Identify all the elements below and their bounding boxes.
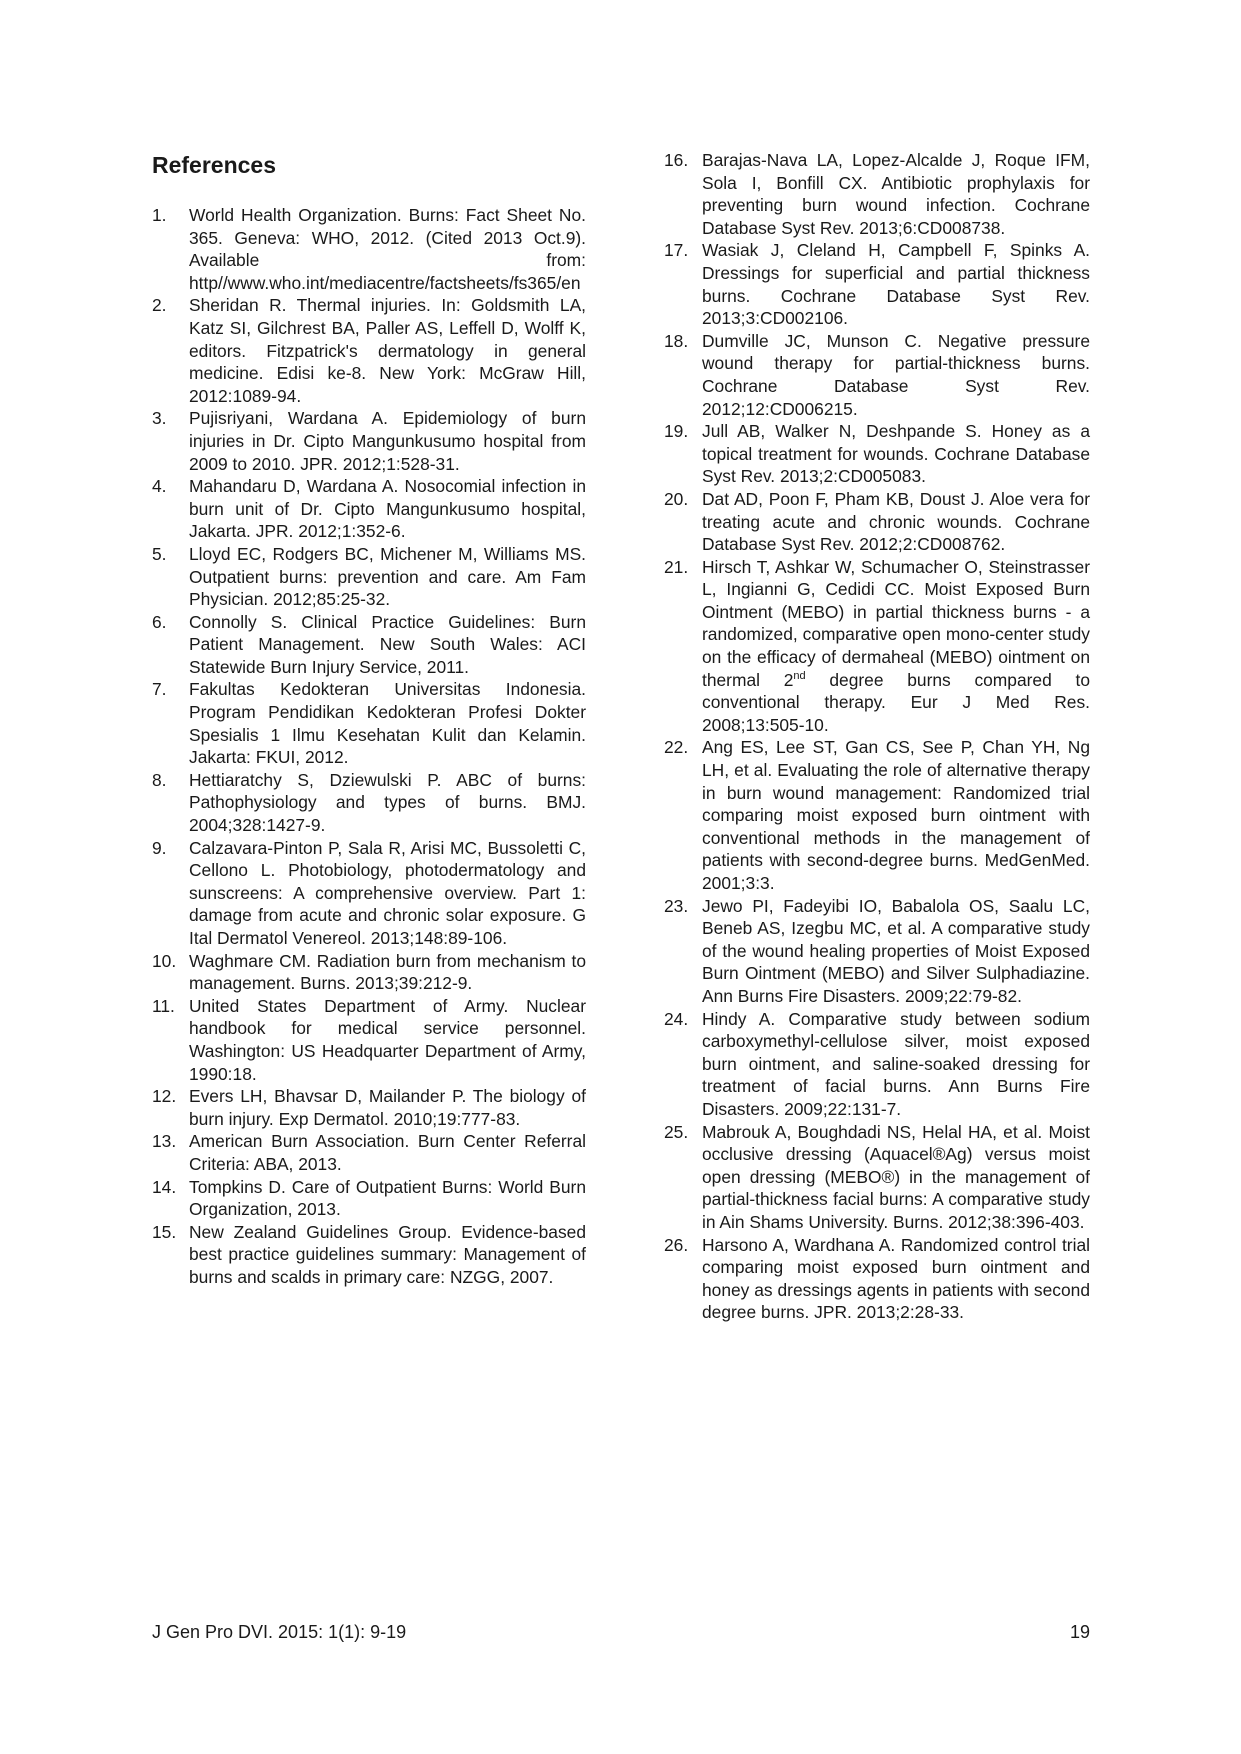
reference-text: Hettiaratchy S, Dziewulski P. ABC of burns: Pathophysiology and types of burns. BMJ. 2004;328:1427-9. — [189, 769, 586, 836]
reference-item — [152, 543, 586, 611]
reference-text: Mabrouk A, Boughdadi NS, Helal HA, et al. Moist occlusive dressing (Aquacel®Ag) versus moist open dressing (MEBO®) in the management of partial-thickness facial burns: A comparative study in Ain Shams University. Burns. 2012;38:396-403. — [702, 1121, 1090, 1232]
reference-text: Hindy A. Comparative study between sodium carboxymethyl-cellulose silver, moist exposed burn ointment, and saline-soaked dressing for treatment of facial burns. Ann Burns Fire Disasters. 2009;22:131-7. — [702, 1008, 1090, 1119]
reference-item — [664, 420, 1090, 488]
reference-item — [152, 294, 586, 407]
reference-item — [152, 1085, 586, 1130]
reference-number: 5. — [152, 543, 167, 564]
reference-text-after-sup: degree burns compared to conventional therapy. Eur J Med Res. 2008;13:505-10. — [702, 669, 1090, 735]
reference-text: Calzavara-Pinton P, Sala R, Arisi MC, Bussoletti C, Cellono L. Photobiology, photodermatology and sunscreens: A comprehensive overview. Part 1: damage from acute and chronic solar exposure. G Ital Dermatol Venereol. 2013;148:89-106. — [189, 837, 586, 948]
reference-item — [152, 678, 586, 768]
reference-text: Jewo PI, Fadeyibi IO, Babalola OS, Saalu LC, Beneb AS, Izegbu MC, et al. A comparative study of the wound healing properties of Moist Exposed Burn Ointment (MEBO) and Silver Sulphadiazine. Ann Burns Fire Disasters. 2009;22:79-82. — [702, 895, 1090, 1006]
reference-item — [152, 407, 586, 475]
reference-number: 12. — [152, 1086, 177, 1107]
reference-number: 16. — [664, 150, 689, 170]
reference-number: 15. — [152, 1221, 177, 1242]
reference-text: Sheridan R. Thermal injuries. In: Goldsmith LA, Katz SI, Gilchrest BA, Paller AS, Leffell D, Wolff K, editors. Fitzpatrick's dermatology in general medicine. Edisi ke-8. New York: McGraw Hill, 2012:1089-94. — [189, 295, 586, 406]
reference-item — [152, 1221, 586, 1289]
reference-number: 7. — [152, 679, 167, 700]
reference-number: 4. — [152, 476, 167, 497]
references-list-left — [152, 204, 586, 1289]
ordinal-superscript: nd — [793, 669, 806, 682]
reference-number: 20. — [664, 488, 689, 509]
reference-number: 13. — [152, 1131, 177, 1152]
reference-number: 26. — [664, 1234, 689, 1255]
reference-item — [152, 1130, 586, 1175]
reference-item — [664, 488, 1090, 556]
reference-item — [664, 1234, 1090, 1324]
footer-page-number: 19 — [1069, 1622, 1090, 1642]
reference-item — [152, 995, 586, 1085]
reference-item — [664, 239, 1090, 329]
reference-number: 21. — [664, 556, 689, 577]
reference-item — [152, 837, 586, 950]
reference-text: Connolly S. Clinical Practice Guidelines: Burn Patient Management. New South Wales: ACI Statewide Burn Injury Service, 2011. — [189, 611, 586, 677]
reference-item — [152, 204, 586, 294]
reference-text: United States Department of Army. Nuclear handbook for medical service personnel. Washington: US Headquarter Department of Army, 1990:18. — [189, 995, 586, 1084]
reference-number: 8. — [152, 769, 167, 790]
reference-number: 23. — [664, 895, 689, 916]
reference-number: 10. — [152, 950, 177, 971]
reference-item — [152, 611, 586, 679]
reference-text: New Zealand Guidelines Group. Evidence-based best practice guidelines summary: Management of burns and scalds in primary care: NZGG, 2007. — [189, 1221, 586, 1287]
reference-text: Dumville JC, Munson C. Negative pressure wound therapy for partial-thickness burns. Cochrane Database Syst Rev. 2012;12:CD006215. — [702, 330, 1090, 419]
reference-item — [664, 736, 1090, 894]
references-list-right — [664, 149, 1090, 1324]
reference-text: Waghmare CM. Radiation burn from mechanism to management. Burns. 2013;39:212-9. — [189, 950, 586, 994]
reference-number: 19. — [664, 421, 689, 442]
reference-text — [702, 556, 1090, 737]
reference-text: Evers LH, Bhavsar D, Mailander P. The biology of burn injury. Exp Dermatol. 2010;19:777-83. — [189, 1086, 586, 1129]
reference-text: Fakultas Kedokteran Universitas Indonesia. Program Pendidikan Kedokteran Profesi Dokter Spesialis 1 Ilmu Kesehatan Kulit dan Kelamin. Jakarta: FKUI, 2012. — [189, 679, 586, 768]
reference-item — [664, 895, 1090, 1008]
reference-item — [664, 149, 1090, 239]
footer-journal-citation: J Gen Pro DVI. 2015: 1(1): 9-19 — [152, 1622, 407, 1642]
reference-item — [664, 556, 1090, 737]
reference-number: 18. — [664, 330, 689, 351]
reference-number: 22. — [664, 737, 689, 758]
reference-number: 3. — [152, 408, 167, 429]
reference-text: Jull AB, Walker N, Deshpande S. Honey as a topical treatment for wounds. Cochrane Database Syst Rev. 2013;2:CD005083. — [702, 421, 1090, 487]
reference-number: 1. — [152, 205, 167, 225]
reference-text: Barajas-Nava LA, Lopez-Alcalde J, Roque IFM, Sola I, Bonfill CX. Antibiotic prophylaxis for preventing burn wound infection. Cochrane Database Syst Rev. 2013;6:CD008738. — [702, 150, 1090, 238]
reference-number: 24. — [664, 1008, 689, 1029]
reference-item — [152, 475, 586, 543]
reference-text: Ang ES, Lee ST, Gan CS, See P, Chan YH, Ng LH, et al. Evaluating the role of alternative therapy in burn wound management: Randomized trial comparing moist exposed burn ointment with conventional methods in the management of patients with second-degree burns. MedGenMed. 2001;3:3. — [702, 737, 1090, 893]
reference-text: American Burn Association. Burn Center Referral Criteria: ABA, 2013. — [189, 1131, 586, 1174]
reference-text: Mahandaru D, Wardana A. Nosocomial infection in burn unit of Dr. Cipto Mangunkusumo hospital, Jakarta. JPR. 2012;1:352-6. — [189, 476, 586, 542]
reference-text: Dat AD, Poon F, Pham KB, Doust J. Aloe vera for treating acute and chronic wounds. Cochrane Database Syst Rev. 2012;2:CD008762. — [702, 488, 1090, 555]
reference-text: World Health Organization. Burns: Fact Sheet No. 365. Geneva: WHO, 2012. (Cited 2013 Oct.9). Available from: http//www.who.int/mediacentre/factsheets/fs365/en — [189, 205, 586, 293]
reference-text-before-sup: Hirsch T, Ashkar W, Schumacher O, Steinstrasser L, Ingianni G, Cedidi CC. Moist Exposed Burn Ointment (MEBO) in partial thickness burns - a randomized, comparative open mono-center study on the efficacy of dermaheal (MEBO) ointment on thermal 2 — [702, 556, 1090, 690]
reference-item — [664, 1008, 1090, 1121]
reference-number: 11. — [152, 995, 175, 1016]
references-heading: References — [152, 152, 277, 178]
reference-number: 14. — [152, 1176, 177, 1197]
reference-number: 6. — [152, 611, 167, 632]
reference-number: 25. — [664, 1121, 689, 1142]
reference-item — [152, 1176, 586, 1221]
reference-number: 9. — [152, 837, 167, 858]
reference-number: 17. — [664, 240, 689, 261]
reference-text: Lloyd EC, Rodgers BC, Michener M, Williams MS. Outpatient burns: prevention and care. Am Fam Physician. 2012;85:25-32. — [189, 543, 586, 610]
reference-item — [664, 1121, 1090, 1234]
reference-item — [152, 950, 586, 995]
reference-item — [664, 330, 1090, 420]
reference-text: Harsono A, Wardhana A. Randomized control trial comparing moist exposed burn ointment and honey as dressings agents in patients with second degree burns. JPR. 2013;2:28-33. — [702, 1234, 1090, 1323]
reference-number: 2. — [152, 295, 167, 316]
reference-text: Tompkins D. Care of Outpatient Burns: World Burn Organization, 2013. — [189, 1176, 586, 1220]
reference-text: Pujisriyani, Wardana A. Epidemiology of burn injuries in Dr. Cipto Mangunkusumo hospital from 2009 to 2010. JPR. 2012;1:528-31. — [189, 408, 586, 474]
reference-item — [152, 769, 586, 837]
reference-text: Wasiak J, Cleland H, Campbell F, Spinks A. Dressings for superficial and partial thickness burns. Cochrane Database Syst Rev. 2013;3:CD002106. — [702, 240, 1090, 329]
